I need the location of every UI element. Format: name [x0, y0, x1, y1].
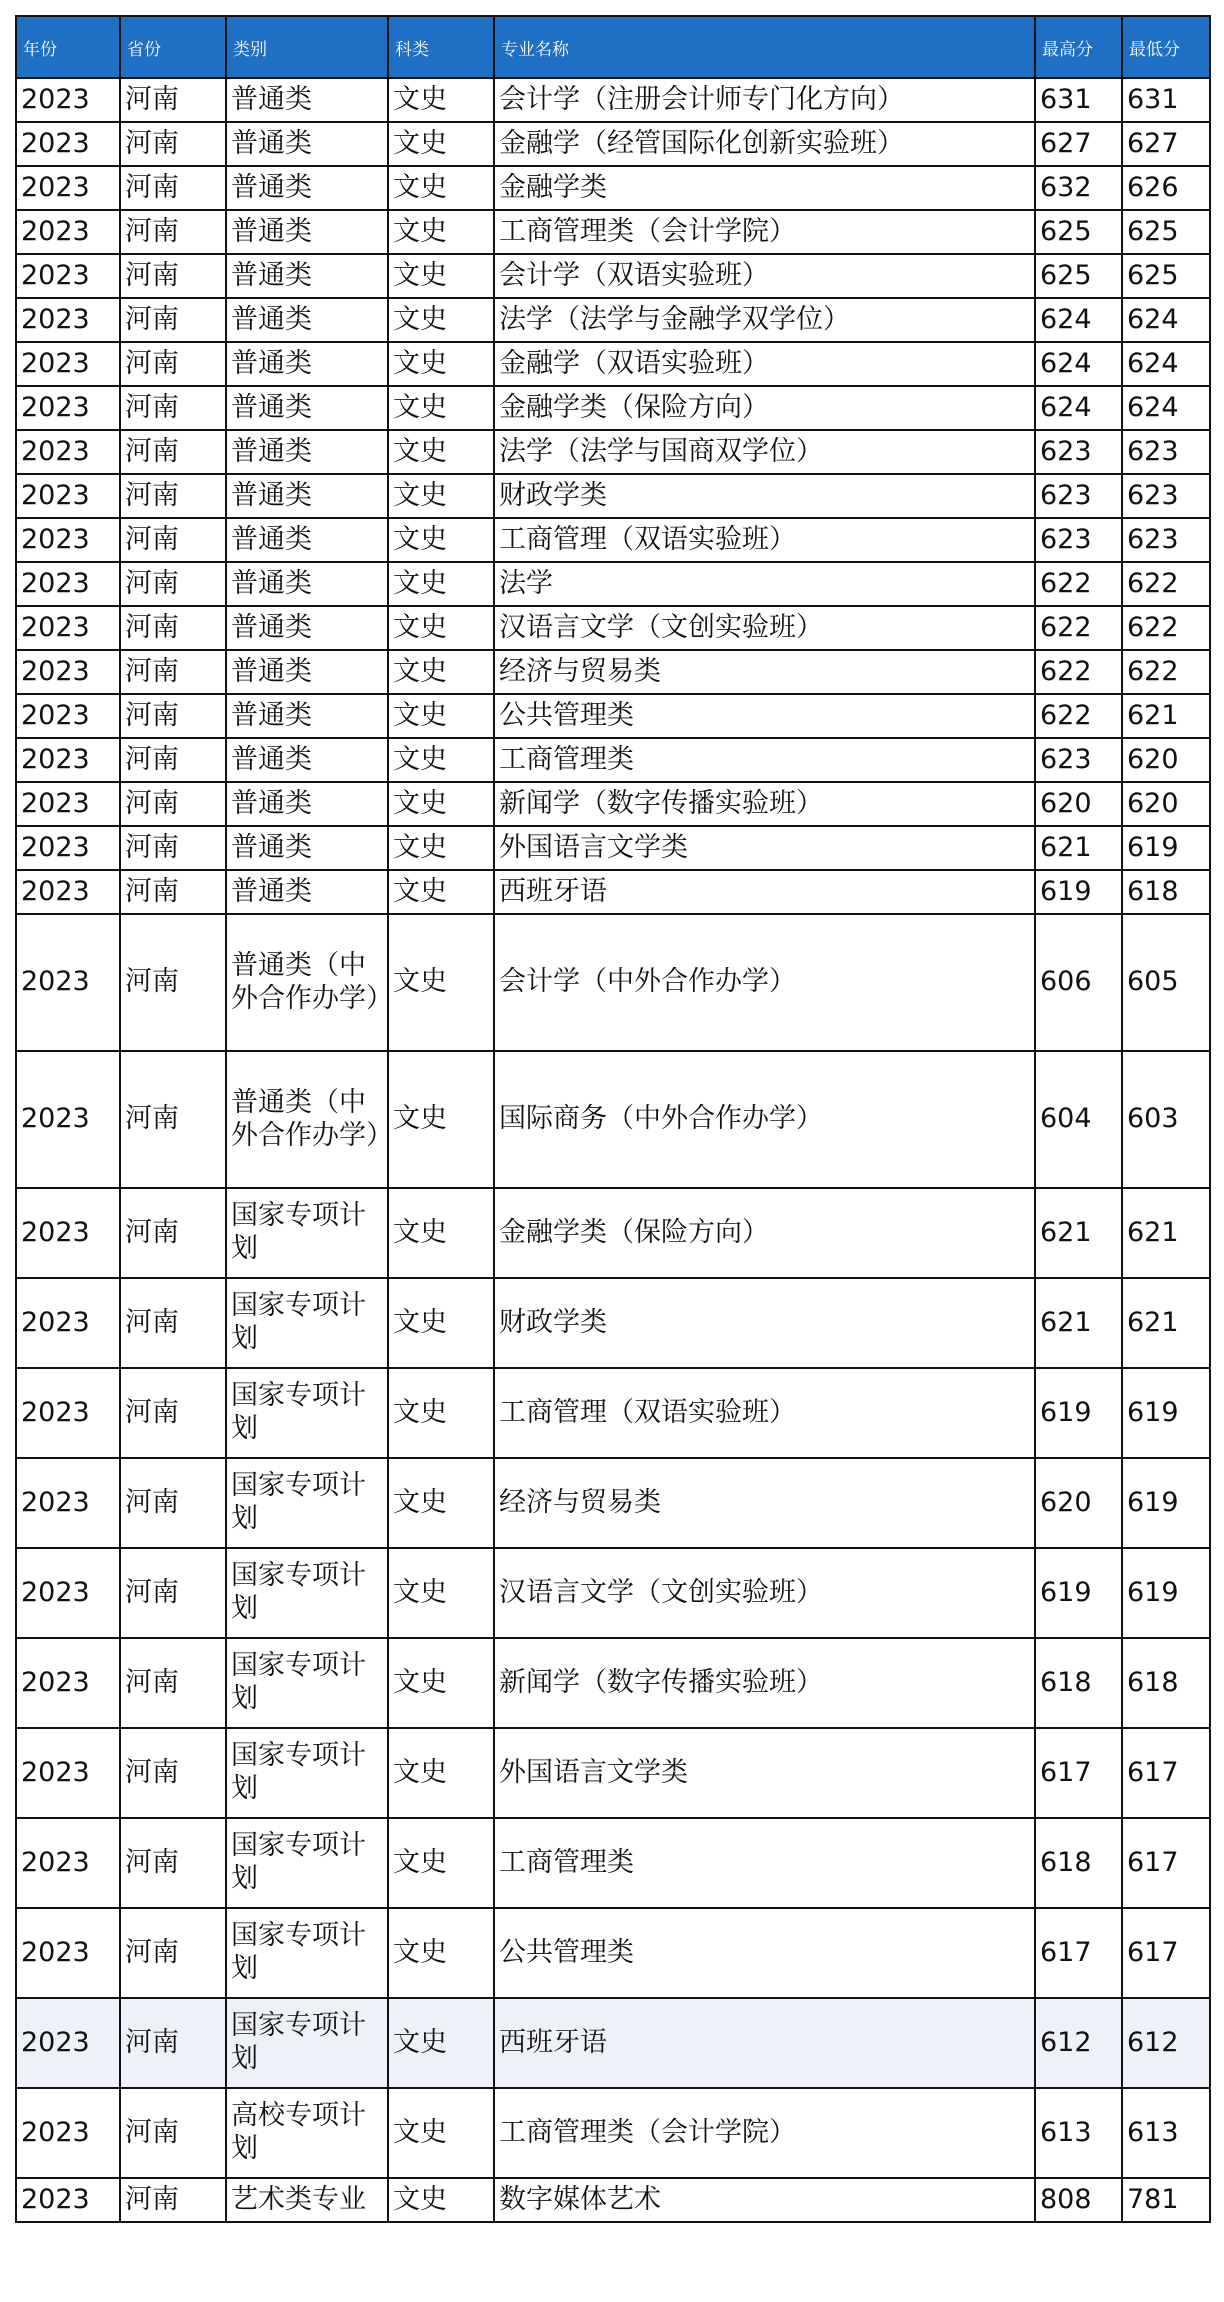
cell-subject: 文史 [388, 606, 494, 650]
cell-min-score: 623 [1122, 518, 1210, 562]
cell-year: 2023 [16, 1728, 120, 1818]
cell-category: 普通类 [226, 166, 388, 210]
cell-max-score: 623 [1035, 738, 1122, 782]
cell-year: 2023 [16, 1998, 120, 2088]
cell-min-score: 622 [1122, 650, 1210, 694]
cell-year: 2023 [16, 650, 120, 694]
cell-min-score: 623 [1122, 474, 1210, 518]
cell-year: 2023 [16, 298, 120, 342]
table-row [16, 474, 1210, 518]
cell-min-score: 624 [1122, 342, 1210, 386]
cell-min-score: 627 [1122, 122, 1210, 166]
cell-major: 法学（法学与金融学双学位） [494, 298, 1035, 342]
table-row [16, 342, 1210, 386]
cell-subject: 文史 [388, 562, 494, 606]
cell-province: 河南 [120, 518, 226, 562]
cell-province: 河南 [120, 1728, 226, 1818]
cell-province: 河南 [120, 474, 226, 518]
cell-province: 河南 [120, 1278, 226, 1368]
cell-category: 高校专项计划 [226, 2088, 388, 2178]
cell-max-score: 617 [1035, 1728, 1122, 1818]
cell-year: 2023 [16, 694, 120, 738]
cell-year: 2023 [16, 474, 120, 518]
cell-major: 金融学类（保险方向） [494, 386, 1035, 430]
table-row [16, 166, 1210, 210]
cell-major: 新闻学（数字传播实验班） [494, 782, 1035, 826]
cell-category: 普通类 [226, 870, 388, 914]
cell-subject: 文史 [388, 1548, 494, 1638]
cell-major: 外国语言文学类 [494, 1728, 1035, 1818]
cell-min-score: 605 [1122, 914, 1210, 1051]
cell-province: 河南 [120, 650, 226, 694]
table-row [16, 1728, 1210, 1818]
cell-max-score: 622 [1035, 650, 1122, 694]
cell-year: 2023 [16, 78, 120, 122]
cell-province: 河南 [120, 430, 226, 474]
cell-category: 普通类 [226, 430, 388, 474]
cell-min-score: 619 [1122, 1548, 1210, 1638]
cell-year: 2023 [16, 386, 120, 430]
cell-major: 汉语言文学（文创实验班） [494, 606, 1035, 650]
cell-min-score: 613 [1122, 2088, 1210, 2178]
cell-min-score: 620 [1122, 782, 1210, 826]
table-row [16, 914, 1210, 1051]
cell-max-score: 617 [1035, 1908, 1122, 1998]
table-row [16, 1051, 1210, 1188]
cell-min-score: 603 [1122, 1051, 1210, 1188]
cell-category: 普通类 [226, 254, 388, 298]
cell-year: 2023 [16, 518, 120, 562]
cell-province: 河南 [120, 2088, 226, 2178]
cell-major: 西班牙语 [494, 1998, 1035, 2088]
cell-category: 普通类 [226, 606, 388, 650]
cell-subject: 文史 [388, 1818, 494, 1908]
cell-max-score: 619 [1035, 1548, 1122, 1638]
table-row [16, 298, 1210, 342]
cell-major: 工商管理类 [494, 738, 1035, 782]
cell-subject: 文史 [388, 2178, 494, 2222]
cell-major: 西班牙语 [494, 870, 1035, 914]
cell-major: 工商管理（双语实验班） [494, 1368, 1035, 1458]
cell-major: 工商管理类（会计学院） [494, 210, 1035, 254]
cell-province: 河南 [120, 342, 226, 386]
cell-category: 国家专项计划 [226, 1278, 388, 1368]
cell-subject: 文史 [388, 1638, 494, 1728]
cell-category: 普通类 [226, 122, 388, 166]
cell-year: 2023 [16, 2088, 120, 2178]
cell-category: 普通类 [226, 650, 388, 694]
cell-province: 河南 [120, 1188, 226, 1278]
cell-max-score: 624 [1035, 342, 1122, 386]
cell-subject: 文史 [388, 826, 494, 870]
cell-max-score: 623 [1035, 518, 1122, 562]
cell-max-score: 625 [1035, 210, 1122, 254]
cell-year: 2023 [16, 1188, 120, 1278]
cell-max-score: 631 [1035, 78, 1122, 122]
cell-subject: 文史 [388, 342, 494, 386]
cell-province: 河南 [120, 870, 226, 914]
cell-category: 国家专项计划 [226, 1548, 388, 1638]
cell-year: 2023 [16, 826, 120, 870]
cell-category: 国家专项计划 [226, 1818, 388, 1908]
cell-province: 河南 [120, 386, 226, 430]
table-row [16, 210, 1210, 254]
cell-max-score: 604 [1035, 1051, 1122, 1188]
cell-subject: 文史 [388, 430, 494, 474]
cell-major: 公共管理类 [494, 1908, 1035, 1998]
cell-province: 河南 [120, 562, 226, 606]
cell-subject: 文史 [388, 298, 494, 342]
cell-major: 金融学类 [494, 166, 1035, 210]
cell-category: 普通类 [226, 386, 388, 430]
cell-subject: 文史 [388, 2088, 494, 2178]
cell-max-score: 620 [1035, 782, 1122, 826]
header-category: 类别 [226, 16, 388, 78]
cell-max-score: 623 [1035, 474, 1122, 518]
cell-major: 数字媒体艺术 [494, 2178, 1035, 2222]
cell-subject: 文史 [388, 518, 494, 562]
cell-max-score: 621 [1035, 1188, 1122, 1278]
cell-max-score: 624 [1035, 298, 1122, 342]
cell-major: 新闻学（数字传播实验班） [494, 1638, 1035, 1728]
header-subject: 科类 [388, 16, 494, 78]
table-row [16, 606, 1210, 650]
cell-min-score: 625 [1122, 210, 1210, 254]
cell-major: 工商管理类 [494, 1818, 1035, 1908]
cell-subject: 文史 [388, 474, 494, 518]
cell-year: 2023 [16, 122, 120, 166]
cell-min-score: 621 [1122, 694, 1210, 738]
cell-subject: 文史 [388, 870, 494, 914]
cell-year: 2023 [16, 2178, 120, 2222]
table-row [16, 650, 1210, 694]
cell-major: 外国语言文学类 [494, 826, 1035, 870]
cell-min-score: 612 [1122, 1998, 1210, 2088]
cell-year: 2023 [16, 430, 120, 474]
cell-min-score: 622 [1122, 562, 1210, 606]
cell-year: 2023 [16, 1818, 120, 1908]
cell-major: 公共管理类 [494, 694, 1035, 738]
cell-subject: 文史 [388, 386, 494, 430]
cell-min-score: 626 [1122, 166, 1210, 210]
cell-subject: 文史 [388, 1188, 494, 1278]
table-row [16, 1998, 1210, 2088]
cell-min-score: 617 [1122, 1818, 1210, 1908]
table-row [16, 870, 1210, 914]
cell-year: 2023 [16, 870, 120, 914]
cell-max-score: 621 [1035, 826, 1122, 870]
cell-major: 工商管理（双语实验班） [494, 518, 1035, 562]
cell-year: 2023 [16, 782, 120, 826]
cell-province: 河南 [120, 298, 226, 342]
table-row [16, 694, 1210, 738]
cell-major: 金融学类（保险方向） [494, 1188, 1035, 1278]
table-row [16, 78, 1210, 122]
header-major: 专业名称 [494, 16, 1035, 78]
cell-subject: 文史 [388, 1051, 494, 1188]
table-row [16, 1818, 1210, 1908]
cell-max-score: 620 [1035, 1458, 1122, 1548]
cell-max-score: 618 [1035, 1818, 1122, 1908]
table-row [16, 254, 1210, 298]
cell-year: 2023 [16, 210, 120, 254]
cell-province: 河南 [120, 606, 226, 650]
table-container [15, 15, 1209, 2223]
table-row [16, 1548, 1210, 1638]
header-min-score: 最低分 [1122, 16, 1210, 78]
table-row [16, 1458, 1210, 1548]
cell-major: 财政学类 [494, 474, 1035, 518]
header-row [16, 16, 1210, 78]
table-row [16, 386, 1210, 430]
table-row [16, 1908, 1210, 1998]
cell-min-score: 621 [1122, 1278, 1210, 1368]
cell-min-score: 781 [1122, 2178, 1210, 2222]
cell-year: 2023 [16, 606, 120, 650]
cell-major: 会计学（注册会计师专门化方向） [494, 78, 1035, 122]
table-row [16, 430, 1210, 474]
cell-year: 2023 [16, 342, 120, 386]
cell-province: 河南 [120, 210, 226, 254]
cell-category: 普通类 [226, 78, 388, 122]
cell-category: 国家专项计划 [226, 1458, 388, 1548]
cell-year: 2023 [16, 1368, 120, 1458]
cell-min-score: 619 [1122, 826, 1210, 870]
cell-subject: 文史 [388, 1998, 494, 2088]
cell-province: 河南 [120, 1998, 226, 2088]
cell-subject: 文史 [388, 782, 494, 826]
cell-category: 国家专项计划 [226, 1368, 388, 1458]
cell-major: 会计学（双语实验班） [494, 254, 1035, 298]
cell-subject: 文史 [388, 1368, 494, 1458]
cell-year: 2023 [16, 914, 120, 1051]
table-row [16, 782, 1210, 826]
cell-max-score: 622 [1035, 562, 1122, 606]
cell-min-score: 623 [1122, 430, 1210, 474]
cell-year: 2023 [16, 1458, 120, 1548]
cell-subject: 文史 [388, 738, 494, 782]
cell-category: 普通类 [226, 474, 388, 518]
cell-subject: 文史 [388, 210, 494, 254]
cell-category: 国家专项计划 [226, 1188, 388, 1278]
header-year: 年份 [16, 16, 120, 78]
cell-year: 2023 [16, 166, 120, 210]
cell-subject: 文史 [388, 1728, 494, 1818]
cell-min-score: 622 [1122, 606, 1210, 650]
cell-max-score: 612 [1035, 1998, 1122, 2088]
cell-min-score: 631 [1122, 78, 1210, 122]
table-row [16, 122, 1210, 166]
cell-category: 普通类 [226, 738, 388, 782]
cell-year: 2023 [16, 1638, 120, 1728]
cell-subject: 文史 [388, 122, 494, 166]
cell-max-score: 622 [1035, 606, 1122, 650]
cell-province: 河南 [120, 1051, 226, 1188]
cell-subject: 文史 [388, 254, 494, 298]
cell-major: 法学（法学与国商双学位） [494, 430, 1035, 474]
cell-subject: 文史 [388, 166, 494, 210]
cell-category: 国家专项计划 [226, 1908, 388, 1998]
cell-min-score: 617 [1122, 1908, 1210, 1998]
cell-min-score: 625 [1122, 254, 1210, 298]
cell-max-score: 623 [1035, 430, 1122, 474]
cell-province: 河南 [120, 1638, 226, 1728]
cell-category: 艺术类专业 [226, 2178, 388, 2222]
cell-year: 2023 [16, 1908, 120, 1998]
cell-province: 河南 [120, 1908, 226, 1998]
cell-major: 金融学（经管国际化创新实验班） [494, 122, 1035, 166]
cell-year: 2023 [16, 254, 120, 298]
cell-major: 汉语言文学（文创实验班） [494, 1548, 1035, 1638]
cell-subject: 文史 [388, 650, 494, 694]
cell-year: 2023 [16, 1278, 120, 1368]
cell-major: 工商管理类（会计学院） [494, 2088, 1035, 2178]
cell-min-score: 618 [1122, 1638, 1210, 1728]
header-max-score: 最高分 [1035, 16, 1122, 78]
cell-min-score: 617 [1122, 1728, 1210, 1818]
cell-province: 河南 [120, 914, 226, 1051]
cell-max-score: 625 [1035, 254, 1122, 298]
cell-max-score: 619 [1035, 1368, 1122, 1458]
admission-score-table [15, 15, 1211, 2223]
cell-major: 财政学类 [494, 1278, 1035, 1368]
cell-max-score: 618 [1035, 1638, 1122, 1728]
table-row [16, 2088, 1210, 2178]
cell-min-score: 619 [1122, 1458, 1210, 1548]
cell-subject: 文史 [388, 914, 494, 1051]
cell-max-score: 621 [1035, 1278, 1122, 1368]
table-row [16, 1278, 1210, 1368]
cell-province: 河南 [120, 1548, 226, 1638]
cell-category: 普通类（中外合作办学） [226, 914, 388, 1051]
cell-category: 普通类 [226, 782, 388, 826]
cell-subject: 文史 [388, 1458, 494, 1548]
cell-category: 普通类（中外合作办学） [226, 1051, 388, 1188]
cell-max-score: 606 [1035, 914, 1122, 1051]
cell-max-score: 808 [1035, 2178, 1122, 2222]
table-row [16, 1638, 1210, 1728]
table-row [16, 518, 1210, 562]
cell-province: 河南 [120, 166, 226, 210]
cell-max-score: 619 [1035, 870, 1122, 914]
cell-major: 法学 [494, 562, 1035, 606]
header-province: 省份 [120, 16, 226, 78]
table-row [16, 2178, 1210, 2222]
cell-min-score: 624 [1122, 386, 1210, 430]
cell-province: 河南 [120, 1368, 226, 1458]
cell-year: 2023 [16, 1051, 120, 1188]
cell-min-score: 619 [1122, 1368, 1210, 1458]
cell-category: 国家专项计划 [226, 1638, 388, 1728]
cell-province: 河南 [120, 694, 226, 738]
cell-category: 普通类 [226, 342, 388, 386]
cell-subject: 文史 [388, 1908, 494, 1998]
cell-subject: 文史 [388, 694, 494, 738]
cell-min-score: 624 [1122, 298, 1210, 342]
cell-province: 河南 [120, 738, 226, 782]
cell-subject: 文史 [388, 1278, 494, 1368]
cell-category: 国家专项计划 [226, 1998, 388, 2088]
cell-province: 河南 [120, 782, 226, 826]
cell-province: 河南 [120, 1818, 226, 1908]
cell-year: 2023 [16, 738, 120, 782]
cell-category: 普通类 [226, 694, 388, 738]
table-row [16, 826, 1210, 870]
cell-max-score: 622 [1035, 694, 1122, 738]
table-row [16, 1188, 1210, 1278]
cell-province: 河南 [120, 1458, 226, 1548]
table-row [16, 562, 1210, 606]
cell-year: 2023 [16, 1548, 120, 1638]
cell-province: 河南 [120, 826, 226, 870]
table-row [16, 738, 1210, 782]
table-row [16, 1368, 1210, 1458]
cell-year: 2023 [16, 562, 120, 606]
cell-max-score: 624 [1035, 386, 1122, 430]
cell-category: 普通类 [226, 518, 388, 562]
cell-major: 金融学（双语实验班） [494, 342, 1035, 386]
cell-province: 河南 [120, 254, 226, 298]
cell-major: 会计学（中外合作办学） [494, 914, 1035, 1051]
cell-subject: 文史 [388, 78, 494, 122]
cell-category: 国家专项计划 [226, 1728, 388, 1818]
cell-province: 河南 [120, 2178, 226, 2222]
cell-province: 河南 [120, 122, 226, 166]
cell-category: 普通类 [226, 298, 388, 342]
cell-category: 普通类 [226, 826, 388, 870]
cell-major: 国际商务（中外合作办学） [494, 1051, 1035, 1188]
cell-max-score: 632 [1035, 166, 1122, 210]
cell-min-score: 621 [1122, 1188, 1210, 1278]
cell-major: 经济与贸易类 [494, 650, 1035, 694]
cell-major: 经济与贸易类 [494, 1458, 1035, 1548]
cell-min-score: 620 [1122, 738, 1210, 782]
cell-province: 河南 [120, 78, 226, 122]
table-body [16, 78, 1210, 2222]
cell-min-score: 618 [1122, 870, 1210, 914]
cell-category: 普通类 [226, 562, 388, 606]
cell-max-score: 627 [1035, 122, 1122, 166]
cell-max-score: 613 [1035, 2088, 1122, 2178]
cell-category: 普通类 [226, 210, 388, 254]
